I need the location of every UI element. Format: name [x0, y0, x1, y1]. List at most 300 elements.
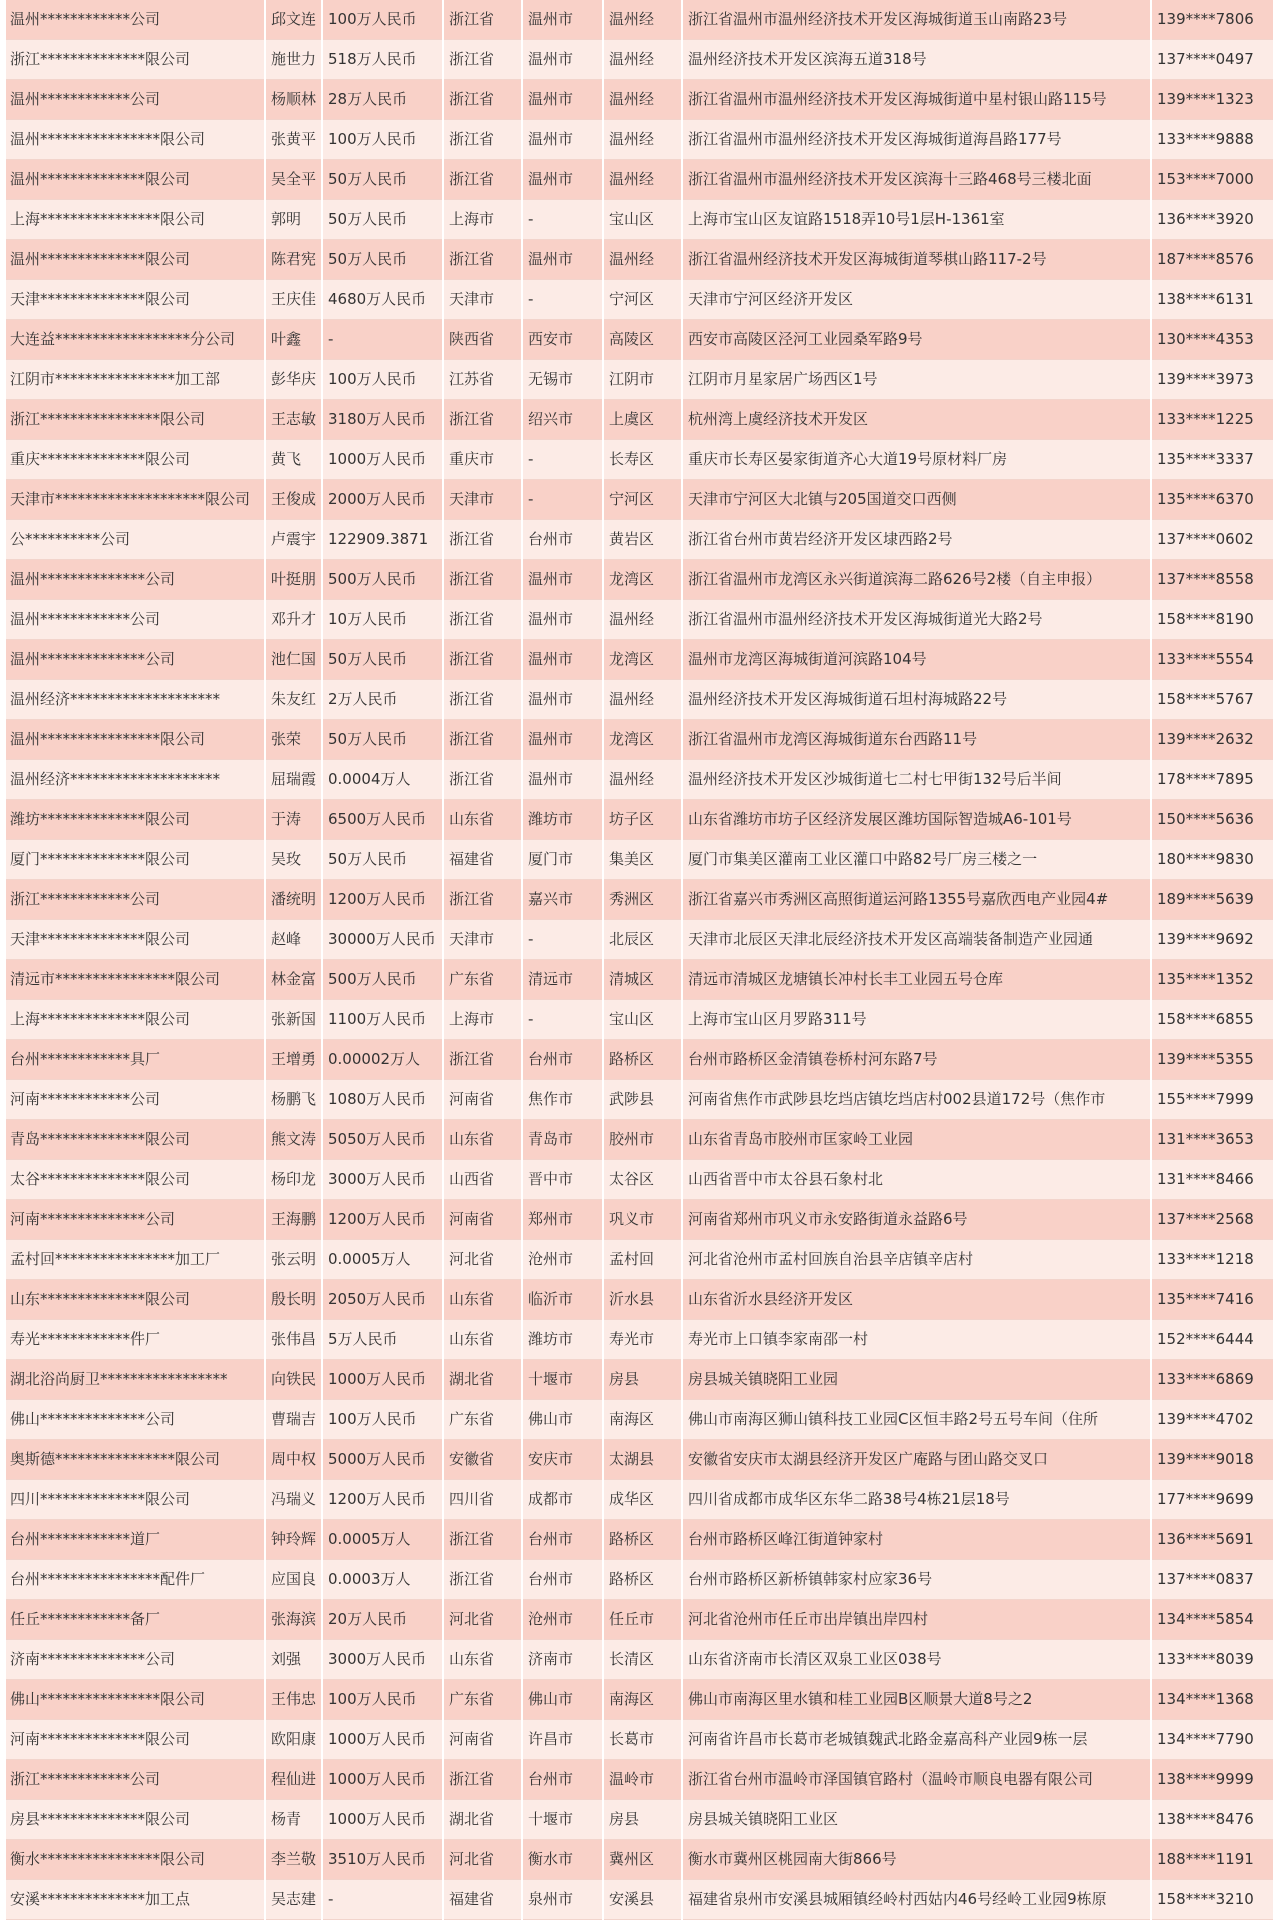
company-name-cell: 温州************公司	[6, 80, 265, 120]
district-cell: 江阴市	[603, 360, 682, 400]
district-cell: 孟村回	[603, 1240, 682, 1280]
registered-capital-cell: 3510万人民币	[322, 1840, 443, 1880]
city-cell: 青岛市	[522, 1120, 603, 1160]
legal-person-cell: 林金富	[265, 960, 322, 1000]
province-cell: 河南省	[443, 1080, 522, 1120]
province-cell: 陕西省	[443, 320, 522, 360]
legal-person-cell: 吴全平	[265, 160, 322, 200]
legal-person-cell: 刘强	[265, 1640, 322, 1680]
province-cell: 湖北省	[443, 1360, 522, 1400]
district-cell: 龙湾区	[603, 560, 682, 600]
city-cell: 台州市	[522, 1760, 603, 1800]
legal-person-cell: 屈瑞霞	[265, 760, 322, 800]
table-row	[6, 680, 1274, 720]
district-cell: 南海区	[603, 1400, 682, 1440]
district-cell: 南海区	[603, 1680, 682, 1720]
province-cell: 四川省	[443, 1480, 522, 1520]
district-cell: 宝山区	[603, 1000, 682, 1040]
phone-cell: 139****9018	[1151, 1440, 1274, 1480]
address-cell: 浙江省台州市黄岩经济开发区埭西路2号	[682, 520, 1151, 560]
registered-capital-cell: 100万人民币	[322, 120, 443, 160]
registered-capital-cell: 1200万人民币	[322, 1200, 443, 1240]
phone-cell: 131****3653	[1151, 1120, 1274, 1160]
province-cell: 河北省	[443, 1840, 522, 1880]
address-cell: 衡水市冀州区桃园南大街866号	[682, 1840, 1151, 1880]
address-cell: 温州经济技术开发区滨海五道318号	[682, 40, 1151, 80]
phone-cell: 139****2632	[1151, 720, 1274, 760]
address-cell: 浙江省温州市温州经济技术开发区海城街道光大路2号	[682, 600, 1151, 640]
registered-capital-cell: -	[322, 320, 443, 360]
table-row	[6, 1200, 1274, 1240]
district-cell: 房县	[603, 1800, 682, 1840]
province-cell: 安徽省	[443, 1440, 522, 1480]
province-cell: 江苏省	[443, 360, 522, 400]
company-name-cell: 清远市****************限公司	[6, 960, 265, 1000]
district-cell: 坊子区	[603, 800, 682, 840]
phone-cell: 158****3210	[1151, 1880, 1274, 1920]
city-cell: 泉州市	[522, 1880, 603, 1920]
table-row	[6, 960, 1274, 1000]
address-cell: 山东省沂水县经济开发区	[682, 1280, 1151, 1320]
company-name-cell: 山东**************限公司	[6, 1280, 265, 1320]
table-row	[6, 1320, 1274, 1360]
legal-person-cell: 王俊成	[265, 480, 322, 520]
address-cell: 寿光市上口镇李家南邵一村	[682, 1320, 1151, 1360]
province-cell: 河南省	[443, 1720, 522, 1760]
table-row	[6, 1640, 1274, 1680]
registered-capital-cell: 500万人民币	[322, 960, 443, 1000]
city-cell: 温州市	[522, 80, 603, 120]
address-cell: 山东省济南市长清区双泉工业区038号	[682, 1640, 1151, 1680]
city-cell: 郑州市	[522, 1200, 603, 1240]
address-cell: 温州市龙湾区海城街道河滨路104号	[682, 640, 1151, 680]
province-cell: 山东省	[443, 1280, 522, 1320]
legal-person-cell: 朱友红	[265, 680, 322, 720]
legal-person-cell: 张伟昌	[265, 1320, 322, 1360]
province-cell: 浙江省	[443, 400, 522, 440]
legal-person-cell: 王伟忠	[265, 1680, 322, 1720]
registered-capital-cell: 0.0005万人	[322, 1520, 443, 1560]
district-cell: 温州经	[603, 760, 682, 800]
address-cell: 天津市北辰区天津北辰经济技术开发区高端装备制造产业园通	[682, 920, 1151, 960]
registered-capital-cell: 10万人民币	[322, 600, 443, 640]
legal-person-cell: 杨印龙	[265, 1160, 322, 1200]
city-cell: 温州市	[522, 40, 603, 80]
district-cell: 温州经	[603, 80, 682, 120]
registered-capital-cell: 50万人民币	[322, 200, 443, 240]
legal-person-cell: 应国良	[265, 1560, 322, 1600]
city-cell: 台州市	[522, 1040, 603, 1080]
district-cell: 路桥区	[603, 1040, 682, 1080]
address-cell: 安徽省安庆市太湖县经济开发区广庵路与团山路交叉口	[682, 1440, 1151, 1480]
table-row	[6, 320, 1274, 360]
registered-capital-cell: 2050万人民币	[322, 1280, 443, 1320]
province-cell: 浙江省	[443, 120, 522, 160]
table-row	[6, 1560, 1274, 1600]
district-cell: 沂水县	[603, 1280, 682, 1320]
legal-person-cell: 王海鹏	[265, 1200, 322, 1240]
city-cell: 温州市	[522, 0, 603, 40]
district-cell: 长葛市	[603, 1720, 682, 1760]
registered-capital-cell: 122909.3871	[322, 520, 443, 560]
address-cell: 河北省沧州市任丘市出岸镇出岸四村	[682, 1600, 1151, 1640]
phone-cell: 158****8190	[1151, 600, 1274, 640]
phone-cell: 137****8558	[1151, 560, 1274, 600]
province-cell: 浙江省	[443, 0, 522, 40]
city-cell: 无锡市	[522, 360, 603, 400]
legal-person-cell: 叶鑫	[265, 320, 322, 360]
legal-person-cell: 吴玫	[265, 840, 322, 880]
address-cell: 福建省泉州市安溪县城厢镇经岭村西姑内46号经岭工业园9栋原	[682, 1880, 1151, 1920]
city-cell: 台州市	[522, 1560, 603, 1600]
province-cell: 浙江省	[443, 640, 522, 680]
company-name-cell: 温州************公司	[6, 600, 265, 640]
city-cell: 晋中市	[522, 1160, 603, 1200]
address-cell: 温州经济技术开发区海城街道石坦村海城路22号	[682, 680, 1151, 720]
registered-capital-cell: 1200万人民币	[322, 880, 443, 920]
address-cell: 河南省郑州市巩义市永安路街道永益路6号	[682, 1200, 1151, 1240]
registered-capital-cell: 28万人民币	[322, 80, 443, 120]
address-cell: 台州市路桥区峰江街道钟家村	[682, 1520, 1151, 1560]
legal-person-cell: 卢震宇	[265, 520, 322, 560]
company-name-cell: 湖北浴尚厨卫*****************	[6, 1360, 265, 1400]
legal-person-cell: 曹瑞吉	[265, 1400, 322, 1440]
city-cell: 沧州市	[522, 1600, 603, 1640]
company-name-cell: 温州经济********************	[6, 680, 265, 720]
phone-cell: 137****2568	[1151, 1200, 1274, 1240]
province-cell: 浙江省	[443, 240, 522, 280]
province-cell: 浙江省	[443, 160, 522, 200]
district-cell: 长清区	[603, 1640, 682, 1680]
phone-cell: 135****1352	[1151, 960, 1274, 1000]
phone-cell: 135****6370	[1151, 480, 1274, 520]
district-cell: 温州经	[603, 240, 682, 280]
address-cell: 房县城关镇晓阳工业园	[682, 1360, 1151, 1400]
table-row	[6, 600, 1274, 640]
phone-cell: 131****8466	[1151, 1160, 1274, 1200]
phone-cell: 188****1191	[1151, 1840, 1274, 1880]
legal-person-cell: 张新国	[265, 1000, 322, 1040]
company-name-cell: 任丘************备厂	[6, 1600, 265, 1640]
address-cell: 浙江省温州市龙湾区永兴街道滨海二路626号2楼（自主申报）	[682, 560, 1151, 600]
phone-cell: 134****1368	[1151, 1680, 1274, 1720]
address-cell: 佛山市南海区里水镇和桂工业园B区顺景大道8号之2	[682, 1680, 1151, 1720]
phone-cell: 133****5554	[1151, 640, 1274, 680]
registered-capital-cell: 5050万人民币	[322, 1120, 443, 1160]
phone-cell: 158****6855	[1151, 1000, 1274, 1040]
phone-cell: 138****6131	[1151, 280, 1274, 320]
phone-cell: 137****0837	[1151, 1560, 1274, 1600]
legal-person-cell: 张荣	[265, 720, 322, 760]
registered-capital-cell: 500万人民币	[322, 560, 443, 600]
company-name-cell: 温州经济********************	[6, 760, 265, 800]
city-cell: 台州市	[522, 1520, 603, 1560]
city-cell: 成都市	[522, 1480, 603, 1520]
phone-cell: 158****5767	[1151, 680, 1274, 720]
province-cell: 天津市	[443, 480, 522, 520]
table-row	[6, 440, 1274, 480]
table-row	[6, 920, 1274, 960]
province-cell: 上海市	[443, 200, 522, 240]
district-cell: 房县	[603, 1360, 682, 1400]
address-cell: 天津市宁河区大北镇与205国道交口西侧	[682, 480, 1151, 520]
district-cell: 温州经	[603, 120, 682, 160]
address-cell: 房县城关镇晓阳工业区	[682, 1800, 1151, 1840]
address-cell: 浙江省温州经济技术开发区海城街道琴棋山路117-2号	[682, 240, 1151, 280]
address-cell: 台州市路桥区新桥镇韩家村应家36号	[682, 1560, 1151, 1600]
legal-person-cell: 冯瑞义	[265, 1480, 322, 1520]
enterprise-table	[6, 0, 1275, 1920]
address-cell: 江阴市月星家居广场西区1号	[682, 360, 1151, 400]
district-cell: 寿光市	[603, 1320, 682, 1360]
city-cell: -	[522, 440, 603, 480]
table-row	[6, 1840, 1274, 1880]
legal-person-cell: 邓升才	[265, 600, 322, 640]
address-cell: 浙江省嘉兴市秀洲区高照街道运河路1355号嘉欣西电产业园4#	[682, 880, 1151, 920]
table-row	[6, 1080, 1274, 1120]
address-cell: 佛山市南海区狮山镇科技工业园C区恒丰路2号五号车间（住所	[682, 1400, 1151, 1440]
legal-person-cell: 欧阳康	[265, 1720, 322, 1760]
city-cell: 佛山市	[522, 1400, 603, 1440]
city-cell: 温州市	[522, 760, 603, 800]
phone-cell: 133****8039	[1151, 1640, 1274, 1680]
registered-capital-cell: 1080万人民币	[322, 1080, 443, 1120]
city-cell: 潍坊市	[522, 1320, 603, 1360]
table-row	[6, 1000, 1274, 1040]
registered-capital-cell: 50万人民币	[322, 160, 443, 200]
legal-person-cell: 熊文涛	[265, 1120, 322, 1160]
company-name-cell: 佛山****************限公司	[6, 1680, 265, 1720]
company-name-cell: 济南**************公司	[6, 1640, 265, 1680]
address-cell: 清远市清城区龙塘镇长冲村长丰工业园五号仓库	[682, 960, 1151, 1000]
table-row	[6, 760, 1274, 800]
registered-capital-cell: 100万人民币	[322, 0, 443, 40]
registered-capital-cell: 50万人民币	[322, 240, 443, 280]
legal-person-cell: 郭明	[265, 200, 322, 240]
registered-capital-cell: 2万人民币	[322, 680, 443, 720]
phone-cell: 139****1323	[1151, 80, 1274, 120]
province-cell: 湖北省	[443, 1800, 522, 1840]
table-row	[6, 640, 1274, 680]
table-row	[6, 840, 1274, 880]
city-cell: 济南市	[522, 1640, 603, 1680]
registered-capital-cell: 518万人民币	[322, 40, 443, 80]
company-name-cell: 河南**************公司	[6, 1200, 265, 1240]
legal-person-cell: 杨鹏飞	[265, 1080, 322, 1120]
company-name-cell: 天津**************限公司	[6, 920, 265, 960]
registered-capital-cell: 3000万人民币	[322, 1640, 443, 1680]
registered-capital-cell: 5000万人民币	[322, 1440, 443, 1480]
table-row	[6, 1400, 1274, 1440]
address-cell: 厦门市集美区灌南工业区灌口中路82号厂房三楼之一	[682, 840, 1151, 880]
table-row	[6, 1600, 1274, 1640]
legal-person-cell: 池仁国	[265, 640, 322, 680]
city-cell: -	[522, 280, 603, 320]
city-cell: 温州市	[522, 560, 603, 600]
table-row	[6, 280, 1274, 320]
city-cell: 绍兴市	[522, 400, 603, 440]
legal-person-cell: 邱文连	[265, 0, 322, 40]
address-cell: 山西省晋中市太谷县石象村北	[682, 1160, 1151, 1200]
province-cell: 广东省	[443, 1400, 522, 1440]
company-name-cell: 浙江**************限公司	[6, 40, 265, 80]
district-cell: 集美区	[603, 840, 682, 880]
registered-capital-cell: -	[322, 1880, 443, 1920]
city-cell: 温州市	[522, 120, 603, 160]
city-cell: 临沂市	[522, 1280, 603, 1320]
legal-person-cell: 钟玲辉	[265, 1520, 322, 1560]
company-name-cell: 浙江************公司	[6, 1760, 265, 1800]
legal-person-cell: 彭华庆	[265, 360, 322, 400]
legal-person-cell: 殷长明	[265, 1280, 322, 1320]
registered-capital-cell: 100万人民币	[322, 360, 443, 400]
legal-person-cell: 向铁民	[265, 1360, 322, 1400]
company-name-cell: 青岛**************限公司	[6, 1120, 265, 1160]
table-row	[6, 1720, 1274, 1760]
table-row	[6, 40, 1274, 80]
company-name-cell: 天津市********************限公司	[6, 480, 265, 520]
district-cell: 任丘市	[603, 1600, 682, 1640]
address-cell: 山东省潍坊市坊子区经济发展区潍坊国际智造城A6-101号	[682, 800, 1151, 840]
district-cell: 上虞区	[603, 400, 682, 440]
legal-person-cell: 陈君宪	[265, 240, 322, 280]
province-cell: 浙江省	[443, 680, 522, 720]
phone-cell: 136****5691	[1151, 1520, 1274, 1560]
registered-capital-cell: 1000万人民币	[322, 1720, 443, 1760]
phone-cell: 139****9692	[1151, 920, 1274, 960]
registered-capital-cell: 1000万人民币	[322, 1760, 443, 1800]
city-cell: 潍坊市	[522, 800, 603, 840]
phone-cell: 130****4353	[1151, 320, 1274, 360]
phone-cell: 180****9830	[1151, 840, 1274, 880]
legal-person-cell: 张云明	[265, 1240, 322, 1280]
address-cell: 杭州湾上虞经济技术开发区	[682, 400, 1151, 440]
legal-person-cell: 施世力	[265, 40, 322, 80]
table-row	[6, 480, 1274, 520]
city-cell: -	[522, 200, 603, 240]
company-name-cell: 浙江************公司	[6, 880, 265, 920]
company-name-cell: 重庆**************限公司	[6, 440, 265, 480]
table-row	[6, 1120, 1274, 1160]
table-row	[6, 360, 1274, 400]
city-cell: 温州市	[522, 640, 603, 680]
phone-cell: 133****1218	[1151, 1240, 1274, 1280]
province-cell: 浙江省	[443, 600, 522, 640]
table-row	[6, 200, 1274, 240]
phone-cell: 150****5636	[1151, 800, 1274, 840]
address-cell: 西安市高陵区泾河工业园桑军路9号	[682, 320, 1151, 360]
company-name-cell: 河南**************限公司	[6, 1720, 265, 1760]
registered-capital-cell: 5万人民币	[322, 1320, 443, 1360]
legal-person-cell: 王庆佳	[265, 280, 322, 320]
province-cell: 浙江省	[443, 760, 522, 800]
district-cell: 武陟县	[603, 1080, 682, 1120]
province-cell: 天津市	[443, 920, 522, 960]
company-name-cell: 大连益******************分公司	[6, 320, 265, 360]
registered-capital-cell: 1000万人民币	[322, 1800, 443, 1840]
province-cell: 浙江省	[443, 720, 522, 760]
legal-person-cell: 杨顺林	[265, 80, 322, 120]
registered-capital-cell: 50万人民币	[322, 720, 443, 760]
phone-cell: 134****5854	[1151, 1600, 1274, 1640]
district-cell: 安溪县	[603, 1880, 682, 1920]
address-cell: 河北省沧州市孟村回族自治县辛店镇辛店村	[682, 1240, 1151, 1280]
province-cell: 山东省	[443, 1120, 522, 1160]
phone-cell: 153****7000	[1151, 160, 1274, 200]
legal-person-cell: 程仙进	[265, 1760, 322, 1800]
district-cell: 太湖县	[603, 1440, 682, 1480]
district-cell: 宁河区	[603, 480, 682, 520]
province-cell: 重庆市	[443, 440, 522, 480]
registered-capital-cell: 4680万人民币	[322, 280, 443, 320]
phone-cell: 133****9888	[1151, 120, 1274, 160]
district-cell: 温州经	[603, 600, 682, 640]
table-row	[6, 1880, 1274, 1920]
registered-capital-cell: 6500万人民币	[322, 800, 443, 840]
registered-capital-cell: 3180万人民币	[322, 400, 443, 440]
district-cell: 长寿区	[603, 440, 682, 480]
table-row	[6, 880, 1274, 920]
city-cell: 温州市	[522, 680, 603, 720]
province-cell: 山东省	[443, 800, 522, 840]
table-row	[6, 80, 1274, 120]
province-cell: 浙江省	[443, 520, 522, 560]
company-name-cell: 公**********公司	[6, 520, 265, 560]
legal-person-cell: 周中权	[265, 1440, 322, 1480]
district-cell: 成华区	[603, 1480, 682, 1520]
company-name-cell: 衡水****************限公司	[6, 1840, 265, 1880]
province-cell: 浙江省	[443, 1560, 522, 1600]
phone-cell: 135****7416	[1151, 1280, 1274, 1320]
district-cell: 龙湾区	[603, 720, 682, 760]
city-cell: 衡水市	[522, 1840, 603, 1880]
phone-cell: 187****8576	[1151, 240, 1274, 280]
district-cell: 清城区	[603, 960, 682, 1000]
table-row	[6, 1160, 1274, 1200]
company-name-cell: 上海****************限公司	[6, 200, 265, 240]
phone-cell: 139****5355	[1151, 1040, 1274, 1080]
table-row	[6, 1520, 1274, 1560]
table-row	[6, 720, 1274, 760]
company-name-cell: 台州************具厂	[6, 1040, 265, 1080]
district-cell: 黄岩区	[603, 520, 682, 560]
phone-cell: 133****1225	[1151, 400, 1274, 440]
province-cell: 广东省	[443, 1680, 522, 1720]
province-cell: 上海市	[443, 1000, 522, 1040]
city-cell: 佛山市	[522, 1680, 603, 1720]
district-cell: 巩义市	[603, 1200, 682, 1240]
phone-cell: 137****0602	[1151, 520, 1274, 560]
province-cell: 河北省	[443, 1600, 522, 1640]
legal-person-cell: 王增勇	[265, 1040, 322, 1080]
address-cell: 河南省许昌市长葛市老城镇魏武北路金嘉高科产业园9栋一层	[682, 1720, 1151, 1760]
company-name-cell: 温州****************限公司	[6, 120, 265, 160]
legal-person-cell: 王志敏	[265, 400, 322, 440]
province-cell: 广东省	[443, 960, 522, 1000]
city-cell: -	[522, 920, 603, 960]
table-row	[6, 1680, 1274, 1720]
province-cell: 河南省	[443, 1200, 522, 1240]
company-name-cell: 温州****************限公司	[6, 720, 265, 760]
legal-person-cell: 张黄平	[265, 120, 322, 160]
phone-cell: 139****4702	[1151, 1400, 1274, 1440]
company-name-cell: 四川**************限公司	[6, 1480, 265, 1520]
city-cell: 温州市	[522, 600, 603, 640]
company-name-cell: 房县**************限公司	[6, 1800, 265, 1840]
phone-cell: 138****9999	[1151, 1760, 1274, 1800]
table-row	[6, 1280, 1274, 1320]
city-cell: 许昌市	[522, 1720, 603, 1760]
